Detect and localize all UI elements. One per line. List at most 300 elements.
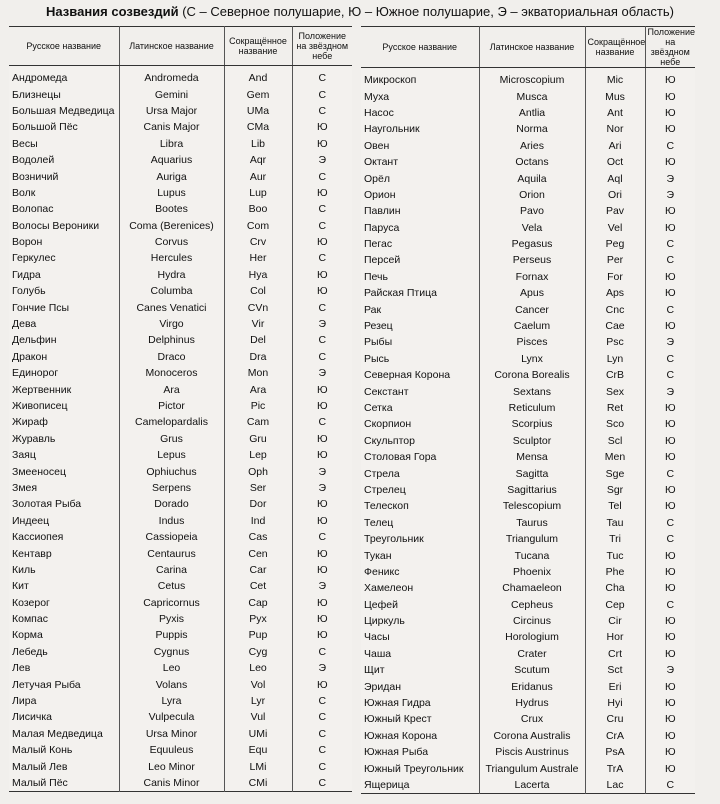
latin-name-cell: Canis Minor bbox=[119, 775, 224, 792]
latin-name-cell: Taurus bbox=[479, 515, 585, 531]
table-row bbox=[9, 103, 352, 119]
table-row bbox=[361, 400, 695, 416]
abbreviation-cell: Ant bbox=[585, 105, 645, 121]
table-row bbox=[9, 66, 352, 87]
table-row bbox=[9, 742, 352, 758]
table-row bbox=[361, 367, 695, 383]
latin-name-cell: Capricornus bbox=[119, 595, 224, 611]
latin-name-cell: Apus bbox=[479, 285, 585, 301]
table-row bbox=[361, 318, 695, 334]
position-cell: С bbox=[292, 299, 352, 315]
position-cell: Ю bbox=[292, 627, 352, 643]
latin-name-cell: Crater bbox=[479, 646, 585, 662]
position-cell: С bbox=[292, 66, 352, 87]
table-row bbox=[9, 562, 352, 578]
position-cell: Ю bbox=[645, 482, 695, 498]
table-row bbox=[361, 580, 695, 596]
abbreviation-cell: Her bbox=[224, 250, 292, 266]
russian-name-cell: Резец bbox=[361, 318, 479, 334]
table-row bbox=[9, 529, 352, 545]
latin-name-cell: Draco bbox=[119, 349, 224, 365]
abbreviation-cell: Oph bbox=[224, 463, 292, 479]
russian-name-cell: Стрелец bbox=[361, 482, 479, 498]
header-sky-position: Положение на звёздном небе bbox=[645, 27, 695, 68]
table-row bbox=[361, 449, 695, 465]
abbreviation-cell: Ori bbox=[585, 187, 645, 203]
abbreviation-cell: Cru bbox=[585, 711, 645, 727]
russian-name-cell: Рыбы bbox=[361, 334, 479, 350]
position-cell: С bbox=[645, 531, 695, 547]
abbreviation-cell: Lib bbox=[224, 136, 292, 152]
table-row bbox=[9, 726, 352, 742]
abbreviation-cell: Crt bbox=[585, 646, 645, 662]
position-cell: Ю bbox=[645, 68, 695, 89]
abbreviation-cell: Aur bbox=[224, 168, 292, 184]
russian-name-cell: Тукан bbox=[361, 547, 479, 563]
abbreviation-cell: TrA bbox=[585, 760, 645, 776]
latin-name-cell: Hercules bbox=[119, 250, 224, 266]
position-cell: Ю bbox=[292, 611, 352, 627]
latin-name-cell: Pisces bbox=[479, 334, 585, 350]
russian-name-cell: Орёл bbox=[361, 170, 479, 186]
russian-name-cell: Водолей bbox=[9, 152, 119, 168]
russian-name-cell: Малый Лев bbox=[9, 758, 119, 774]
position-cell: Э bbox=[645, 662, 695, 678]
latin-name-cell: Antlia bbox=[479, 105, 585, 121]
right-header-row bbox=[361, 27, 695, 68]
header-latin-name: Латинское название bbox=[479, 27, 585, 68]
russian-name-cell: Журавль bbox=[9, 431, 119, 447]
position-cell: Ю bbox=[645, 105, 695, 121]
position-cell: Э bbox=[645, 170, 695, 186]
latin-name-cell: Phoenix bbox=[479, 564, 585, 580]
position-cell: С bbox=[645, 597, 695, 613]
header-sky-position: Положение на звёздном небе bbox=[292, 27, 352, 66]
latin-name-cell: Perseus bbox=[479, 252, 585, 268]
position-cell: С bbox=[292, 758, 352, 774]
russian-name-cell: Золотая Рыба bbox=[9, 496, 119, 512]
position-cell: С bbox=[645, 252, 695, 268]
left-constellation-table bbox=[9, 26, 352, 792]
latin-name-cell: Tucana bbox=[479, 547, 585, 563]
table-row bbox=[361, 88, 695, 104]
table-row bbox=[9, 758, 352, 774]
latin-name-cell: Mensa bbox=[479, 449, 585, 465]
position-cell: Э bbox=[292, 152, 352, 168]
abbreviation-cell: Lep bbox=[224, 447, 292, 463]
position-cell: С bbox=[292, 414, 352, 430]
position-cell: Ю bbox=[645, 121, 695, 137]
russian-name-cell: Феникс bbox=[361, 564, 479, 580]
position-cell: Ю bbox=[645, 678, 695, 694]
latin-name-cell: Lupus bbox=[119, 185, 224, 201]
abbreviation-cell: And bbox=[224, 66, 292, 87]
position-cell: Э bbox=[292, 365, 352, 381]
table-row bbox=[9, 168, 352, 184]
position-cell: С bbox=[292, 693, 352, 709]
abbreviation-cell: Per bbox=[585, 252, 645, 268]
russian-name-cell: Циркуль bbox=[361, 613, 479, 629]
abbreviation-cell: Psc bbox=[585, 334, 645, 350]
russian-name-cell: Сетка bbox=[361, 400, 479, 416]
table-row bbox=[361, 68, 695, 89]
latin-name-cell: Triangulum bbox=[479, 531, 585, 547]
russian-name-cell: Волопас bbox=[9, 201, 119, 217]
latin-name-cell: Triangulum Australe bbox=[479, 760, 585, 776]
position-cell: Э bbox=[292, 480, 352, 496]
abbreviation-cell: Sex bbox=[585, 383, 645, 399]
position-cell: Э bbox=[292, 578, 352, 594]
table-row bbox=[361, 236, 695, 252]
russian-name-cell: Рак bbox=[361, 301, 479, 317]
position-cell: Э bbox=[645, 334, 695, 350]
abbreviation-cell: Gem bbox=[224, 86, 292, 102]
abbreviation-cell: Cyg bbox=[224, 644, 292, 660]
abbreviation-cell: Hyi bbox=[585, 695, 645, 711]
page-title bbox=[0, 4, 720, 19]
latin-name-cell: Ursa Minor bbox=[119, 726, 224, 742]
latin-name-cell: Auriga bbox=[119, 168, 224, 184]
russian-name-cell: Малый Пёс bbox=[9, 775, 119, 792]
abbreviation-cell: Cap bbox=[224, 595, 292, 611]
russian-name-cell: Южный Крест bbox=[361, 711, 479, 727]
latin-name-cell: Corona Australis bbox=[479, 728, 585, 744]
position-cell: Ю bbox=[645, 88, 695, 104]
russian-name-cell: Овен bbox=[361, 138, 479, 154]
russian-name-cell: Секстант bbox=[361, 383, 479, 399]
latin-name-cell: Musca bbox=[479, 88, 585, 104]
position-cell: Ю bbox=[645, 629, 695, 645]
table-row bbox=[9, 283, 352, 299]
latin-name-cell: Ursa Major bbox=[119, 103, 224, 119]
latin-name-cell: Camelopardalis bbox=[119, 414, 224, 430]
position-cell: Ю bbox=[292, 431, 352, 447]
position-cell: Ю bbox=[292, 496, 352, 512]
position-cell: Ю bbox=[645, 547, 695, 563]
abbreviation-cell: Pav bbox=[585, 203, 645, 219]
abbreviation-cell: Cir bbox=[585, 613, 645, 629]
russian-name-cell: Лебедь bbox=[9, 644, 119, 660]
abbreviation-cell: Vir bbox=[224, 316, 292, 332]
latin-name-cell: Sagittarius bbox=[479, 482, 585, 498]
position-cell: Ю bbox=[645, 728, 695, 744]
table-row bbox=[361, 744, 695, 760]
table-row bbox=[9, 660, 352, 676]
russian-name-cell: Павлин bbox=[361, 203, 479, 219]
table-row bbox=[9, 447, 352, 463]
abbreviation-cell: Tau bbox=[585, 515, 645, 531]
russian-name-cell: Змееносец bbox=[9, 463, 119, 479]
latin-name-cell: Cetus bbox=[119, 578, 224, 594]
russian-name-cell: Корма bbox=[9, 627, 119, 643]
abbreviation-cell: Peg bbox=[585, 236, 645, 252]
abbreviation-cell: Sge bbox=[585, 465, 645, 481]
russian-name-cell: Орион bbox=[361, 187, 479, 203]
abbreviation-cell: Vel bbox=[585, 220, 645, 236]
table-row bbox=[361, 138, 695, 154]
russian-name-cell: Микроскоп bbox=[361, 68, 479, 89]
latin-name-cell: Volans bbox=[119, 676, 224, 692]
abbreviation-cell: CrA bbox=[585, 728, 645, 744]
table-row bbox=[361, 105, 695, 121]
russian-name-cell: Пегас bbox=[361, 236, 479, 252]
position-cell: Ю bbox=[292, 267, 352, 283]
abbreviation-cell: Mus bbox=[585, 88, 645, 104]
position-cell: С bbox=[292, 250, 352, 266]
latin-name-cell: Leo bbox=[119, 660, 224, 676]
latin-name-cell: Caelum bbox=[479, 318, 585, 334]
abbreviation-cell: Pup bbox=[224, 627, 292, 643]
table-row bbox=[9, 611, 352, 627]
latin-name-cell: Pegasus bbox=[479, 236, 585, 252]
latin-name-cell: Canis Major bbox=[119, 119, 224, 135]
russian-name-cell: Большой Пёс bbox=[9, 119, 119, 135]
table-row bbox=[9, 201, 352, 217]
abbreviation-cell: PsA bbox=[585, 744, 645, 760]
russian-name-cell: Голубь bbox=[9, 283, 119, 299]
position-cell: Ю bbox=[645, 318, 695, 334]
latin-name-cell: Telescopium bbox=[479, 498, 585, 514]
table-row bbox=[9, 365, 352, 381]
latin-name-cell: Columba bbox=[119, 283, 224, 299]
table-row bbox=[9, 414, 352, 430]
table-row bbox=[9, 480, 352, 496]
position-cell: С bbox=[645, 367, 695, 383]
latin-name-cell: Carina bbox=[119, 562, 224, 578]
position-cell: Ю bbox=[645, 154, 695, 170]
position-cell: С bbox=[292, 726, 352, 742]
table-row bbox=[361, 711, 695, 727]
table-row bbox=[9, 513, 352, 529]
right-constellation-table bbox=[361, 26, 695, 794]
abbreviation-cell: Tel bbox=[585, 498, 645, 514]
russian-name-cell: Южная Гидра bbox=[361, 695, 479, 711]
position-cell: Ю bbox=[645, 285, 695, 301]
table-row bbox=[9, 299, 352, 315]
position-cell: Ю bbox=[292, 398, 352, 414]
russian-name-cell: Единорог bbox=[9, 365, 119, 381]
russian-name-cell: Козерог bbox=[9, 595, 119, 611]
position-cell: С bbox=[645, 236, 695, 252]
position-cell: Ю bbox=[645, 400, 695, 416]
abbreviation-cell: Ind bbox=[224, 513, 292, 529]
russian-name-cell: Октант bbox=[361, 154, 479, 170]
abbreviation-cell: Nor bbox=[585, 121, 645, 137]
position-cell: С bbox=[645, 138, 695, 154]
latin-name-cell: Lynx bbox=[479, 351, 585, 367]
position-cell: С bbox=[292, 644, 352, 660]
table-row bbox=[361, 597, 695, 613]
latin-name-cell: Bootes bbox=[119, 201, 224, 217]
table-row bbox=[361, 531, 695, 547]
position-cell: С bbox=[292, 775, 352, 792]
table-row bbox=[361, 334, 695, 350]
table-row bbox=[9, 381, 352, 397]
abbreviation-cell: CMa bbox=[224, 119, 292, 135]
abbreviation-cell: Aql bbox=[585, 170, 645, 186]
russian-name-cell: Печь bbox=[361, 269, 479, 285]
latin-name-cell: Lacerta bbox=[479, 777, 585, 794]
latin-name-cell: Ara bbox=[119, 381, 224, 397]
russian-name-cell: Столовая Гора bbox=[361, 449, 479, 465]
abbreviation-cell: Sct bbox=[585, 662, 645, 678]
abbreviation-cell: Mon bbox=[224, 365, 292, 381]
position-cell: С bbox=[292, 709, 352, 725]
position-cell: С bbox=[292, 349, 352, 365]
table-row bbox=[361, 170, 695, 186]
table-row bbox=[361, 465, 695, 481]
russian-name-cell: Волк bbox=[9, 185, 119, 201]
latin-name-cell: Ophiuchus bbox=[119, 463, 224, 479]
abbreviation-cell: Tuc bbox=[585, 547, 645, 563]
russian-name-cell: Часы bbox=[361, 629, 479, 645]
position-cell: С bbox=[292, 742, 352, 758]
latin-name-cell: Hydra bbox=[119, 267, 224, 283]
header-abbreviation: Сокращённое название bbox=[585, 27, 645, 68]
table-row bbox=[9, 234, 352, 250]
abbreviation-cell: Ret bbox=[585, 400, 645, 416]
russian-name-cell: Лев bbox=[9, 660, 119, 676]
position-cell: Ю bbox=[292, 595, 352, 611]
latin-name-cell: Scorpius bbox=[479, 416, 585, 432]
latin-name-cell: Cepheus bbox=[479, 597, 585, 613]
position-cell: Ю bbox=[292, 136, 352, 152]
table-row bbox=[9, 86, 352, 102]
position-cell: С bbox=[292, 332, 352, 348]
latin-name-cell: Pictor bbox=[119, 398, 224, 414]
position-cell: С bbox=[292, 86, 352, 102]
position-cell: Ю bbox=[645, 744, 695, 760]
russian-name-cell: Хамелеон bbox=[361, 580, 479, 596]
latin-name-cell: Grus bbox=[119, 431, 224, 447]
position-cell: Ю bbox=[645, 416, 695, 432]
abbreviation-cell: Phe bbox=[585, 564, 645, 580]
table-row bbox=[9, 676, 352, 692]
table-row bbox=[9, 545, 352, 561]
abbreviation-cell: Car bbox=[224, 562, 292, 578]
table-row bbox=[9, 250, 352, 266]
table-row bbox=[9, 218, 352, 234]
table-row bbox=[361, 482, 695, 498]
table-row bbox=[361, 416, 695, 432]
latin-name-cell: Aquila bbox=[479, 170, 585, 186]
table-row bbox=[361, 760, 695, 776]
table-row bbox=[361, 613, 695, 629]
position-cell: Ю bbox=[292, 676, 352, 692]
abbreviation-cell: Dra bbox=[224, 349, 292, 365]
table-row bbox=[9, 709, 352, 725]
abbreviation-cell: Vol bbox=[224, 676, 292, 692]
latin-name-cell: Vulpecula bbox=[119, 709, 224, 725]
table-row bbox=[9, 398, 352, 414]
russian-name-cell: Южная Корона bbox=[361, 728, 479, 744]
russian-name-cell: Андромеда bbox=[9, 66, 119, 87]
russian-name-cell: Ворон bbox=[9, 234, 119, 250]
russian-name-cell: Ящерица bbox=[361, 777, 479, 794]
latin-name-cell: Serpens bbox=[119, 480, 224, 496]
russian-name-cell: Насос bbox=[361, 105, 479, 121]
russian-name-cell: Дракон bbox=[9, 349, 119, 365]
abbreviation-cell: CrB bbox=[585, 367, 645, 383]
abbreviation-cell: UMa bbox=[224, 103, 292, 119]
abbreviation-cell: Cet bbox=[224, 578, 292, 594]
position-cell: Ю bbox=[645, 220, 695, 236]
position-cell: С bbox=[645, 777, 695, 794]
table-row bbox=[361, 285, 695, 301]
abbreviation-cell: Crv bbox=[224, 234, 292, 250]
latin-name-cell: Dorado bbox=[119, 496, 224, 512]
russian-name-cell: Скульптор bbox=[361, 433, 479, 449]
russian-name-cell: Северная Корона bbox=[361, 367, 479, 383]
russian-name-cell: Телец bbox=[361, 515, 479, 531]
russian-name-cell: Индеец bbox=[9, 513, 119, 529]
position-cell: Э bbox=[292, 463, 352, 479]
position-cell: Э bbox=[292, 660, 352, 676]
table-row bbox=[9, 316, 352, 332]
latin-name-cell: Scutum bbox=[479, 662, 585, 678]
position-cell: Ю bbox=[645, 711, 695, 727]
abbreviation-cell: Mic bbox=[585, 68, 645, 89]
position-cell: Ю bbox=[292, 545, 352, 561]
table-row bbox=[361, 728, 695, 744]
table-row bbox=[9, 627, 352, 643]
russian-name-cell: Возничий bbox=[9, 168, 119, 184]
table-row bbox=[9, 332, 352, 348]
position-cell: Э bbox=[645, 383, 695, 399]
table-row bbox=[361, 154, 695, 170]
table-row bbox=[9, 693, 352, 709]
russian-name-cell: Паруса bbox=[361, 220, 479, 236]
russian-name-cell: Райская Птица bbox=[361, 285, 479, 301]
russian-name-cell: Жираф bbox=[9, 414, 119, 430]
position-cell: Ю bbox=[292, 447, 352, 463]
latin-name-cell: Cassiopeia bbox=[119, 529, 224, 545]
latin-name-cell: Lepus bbox=[119, 447, 224, 463]
abbreviation-cell: Lyn bbox=[585, 351, 645, 367]
abbreviation-cell: Gru bbox=[224, 431, 292, 447]
latin-name-cell: Sextans bbox=[479, 383, 585, 399]
abbreviation-cell: Eri bbox=[585, 678, 645, 694]
table-row bbox=[9, 349, 352, 365]
abbreviation-cell: Oct bbox=[585, 154, 645, 170]
latin-name-cell: Virgo bbox=[119, 316, 224, 332]
position-cell: Ю bbox=[645, 564, 695, 580]
position-cell: Ю bbox=[292, 562, 352, 578]
latin-name-cell: Norma bbox=[479, 121, 585, 137]
russian-name-cell: Малая Медведица bbox=[9, 726, 119, 742]
russian-name-cell: Южная Рыба bbox=[361, 744, 479, 760]
russian-name-cell: Летучая Рыба bbox=[9, 676, 119, 692]
table-row bbox=[9, 496, 352, 512]
table-row bbox=[361, 269, 695, 285]
latin-name-cell: Hydrus bbox=[479, 695, 585, 711]
table-row bbox=[361, 777, 695, 794]
latin-name-cell: Crux bbox=[479, 711, 585, 727]
position-cell: Ю bbox=[645, 580, 695, 596]
table-row bbox=[361, 564, 695, 580]
latin-name-cell: Orion bbox=[479, 187, 585, 203]
abbreviation-cell: Leo bbox=[224, 660, 292, 676]
table-row bbox=[361, 629, 695, 645]
latin-name-cell: Pyxis bbox=[119, 611, 224, 627]
russian-name-cell: Скорпион bbox=[361, 416, 479, 432]
abbreviation-cell: Cas bbox=[224, 529, 292, 545]
title-bold: Названия созвездий bbox=[46, 4, 179, 19]
russian-name-cell: Муха bbox=[361, 88, 479, 104]
table-row bbox=[361, 301, 695, 317]
position-cell: Ю bbox=[292, 381, 352, 397]
russian-name-cell: Кит bbox=[9, 578, 119, 594]
